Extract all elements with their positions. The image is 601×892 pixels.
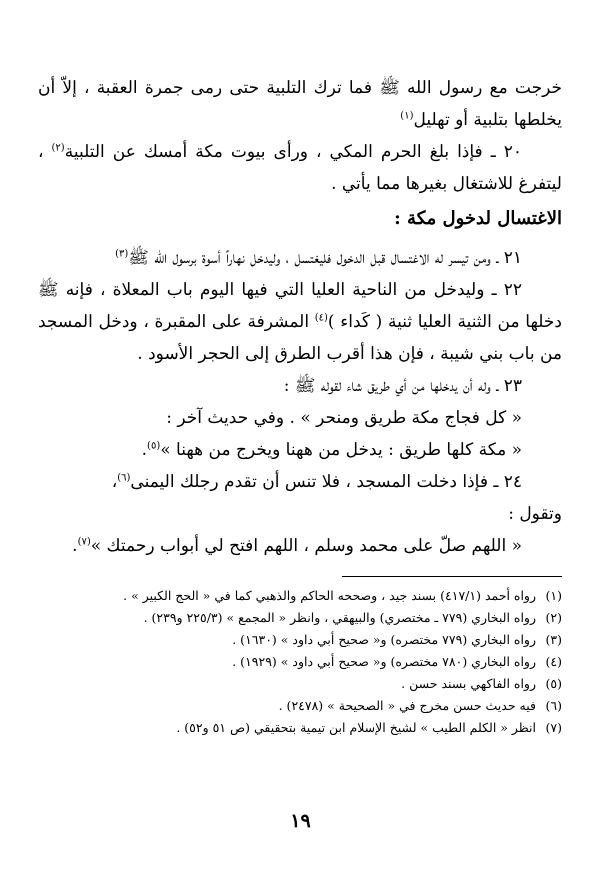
main-text xyxy=(38,72,562,562)
hadith-quote-2-text: « مكة كلها طريق : يدخل من ههنا ويخرج من ههنا » xyxy=(160,440,522,460)
hadith-quote-1: « كل فجاج مكة طريق ومنحر » . وفي حديث آخر : xyxy=(166,408,522,428)
footnote-text: رواه الفاكهي بسند حسن . xyxy=(401,676,536,691)
footnote-number: (٣) xyxy=(545,632,562,647)
footnote-number: (٥) xyxy=(545,676,562,691)
page-content xyxy=(38,72,562,739)
footnote-number: (٦) xyxy=(545,698,562,713)
footnote-ref-4: (٤) xyxy=(314,312,328,324)
footnote xyxy=(38,717,562,739)
paragraph-24 xyxy=(38,466,562,498)
section-heading: الاغتسال لدخول مكة : xyxy=(394,208,562,229)
footnote-ref-6: (٦) xyxy=(117,472,131,484)
footnote xyxy=(38,651,562,673)
page-number: ١٩ xyxy=(290,810,311,832)
paragraph-20-text-b: ، ليتفرغ للاشتغال بغيرها مما يأتي . xyxy=(38,142,562,194)
paragraph-1-text: خرجت مع رسول الله ﷺ فما ترك التلبية حتى رمى جمرة العقبة ، إلاّ أن يخلطها بتلبية أو تهليل xyxy=(38,78,562,130)
footnote-text: انظر « الكلم الطيب » لشيخ الإسلام ابن تيمية بتحقيقي (ص ٥١ و٥٢) . xyxy=(176,720,536,735)
footnote-ref-1: (١) xyxy=(400,110,414,122)
paragraph-22-text-b: المشرفة على المقبرة ، ودخل المسجد من باب بني شيبة ، فإن هذا أقرب الطرق إلى الحجر الأسود . xyxy=(38,312,562,364)
footnotes xyxy=(38,585,562,739)
paragraph-20-text-a: ٢٠ ـ فإذا بلغ الحرم المكي ، ورأى بيوت مكة أمسك عن التلبية xyxy=(64,142,522,162)
footnote-divider xyxy=(342,576,562,577)
footnote-number: (٤) xyxy=(545,654,562,669)
footnote xyxy=(38,607,562,629)
footnote-ref-7: (٧) xyxy=(77,536,91,548)
footnote xyxy=(38,695,562,717)
footnote-text: رواه البخاري (٧٧٩ ـ مختصري) والبيهقي ، وانظر « المجمع » (٢٢٥/٣ و٢٣٩) . xyxy=(143,610,536,625)
dua-quote-end: . xyxy=(72,536,78,556)
paragraph-21-text: ٢١ ـ ومن تيسر له الاغتسال قبل الدخول فليغتسل ، وليدخل نهاراً أسوة برسول الله ﷺ xyxy=(128,248,522,268)
paragraph-21 xyxy=(38,242,562,274)
paragraph-24-text: ٢٤ ـ فإذا دخلت المسجد ، فلا تنس أن تقدم رجلك اليمنى xyxy=(130,472,522,492)
footnote xyxy=(38,673,562,695)
paragraph-24-end: ، xyxy=(111,472,118,492)
footnote-text: رواه البخاري (٧٧٩ مختصره) و« صحيح أبي داود » (١٦٣٠) . xyxy=(232,632,536,647)
footnote-text: رواه البخاري (٧٨٠ مختصره) و« صحيح أبي داود » (١٩٢٩) . xyxy=(232,654,536,669)
footnote-number: (٢) xyxy=(545,610,562,625)
paragraph-23: ٢٣ ـ وله أن يدخلها من أي طريق شاء لقوله ﷺ : xyxy=(283,376,522,396)
paragraph-1 xyxy=(38,72,562,136)
dua-quote xyxy=(38,530,562,562)
footnote-number: (٧) xyxy=(545,720,562,735)
dua-quote-text: « اللهم صلّ على محمد وسلم ، اللهم افتح لي أبواب رحمتك » xyxy=(90,536,522,556)
footnote xyxy=(38,629,562,651)
paragraph-22-text-a: ٢٢ ـ وليدخل من الناحية العليا التي فيها اليوم باب المعلاة ، فإنه ﷺ دخلها من الثنية العليا ثنية ( كَداء ) xyxy=(38,280,562,332)
paragraph-22 xyxy=(38,274,562,370)
footnote-number: (١) xyxy=(545,588,562,603)
footnote-ref-2: (٢) xyxy=(51,142,65,154)
footnote-ref-3: (٣) xyxy=(115,248,129,260)
hadith-quote-2 xyxy=(38,434,562,466)
footnote-text: رواه أحمد (٤١٧/١) بسند جيد ، وصححه الحاكم والذهبي كما في « الحج الكبير » . xyxy=(123,588,536,603)
paragraph-say: وتقول : xyxy=(508,504,562,524)
footnote xyxy=(38,585,562,607)
footnote-ref-5: (٥) xyxy=(147,440,161,452)
hadith-quote-2-end: . xyxy=(141,440,148,460)
footnote-text: فيه حديث حسن مخرج في « الصحيحة » (٢٤٧٨) . xyxy=(278,698,536,713)
paragraph-20 xyxy=(38,136,562,200)
